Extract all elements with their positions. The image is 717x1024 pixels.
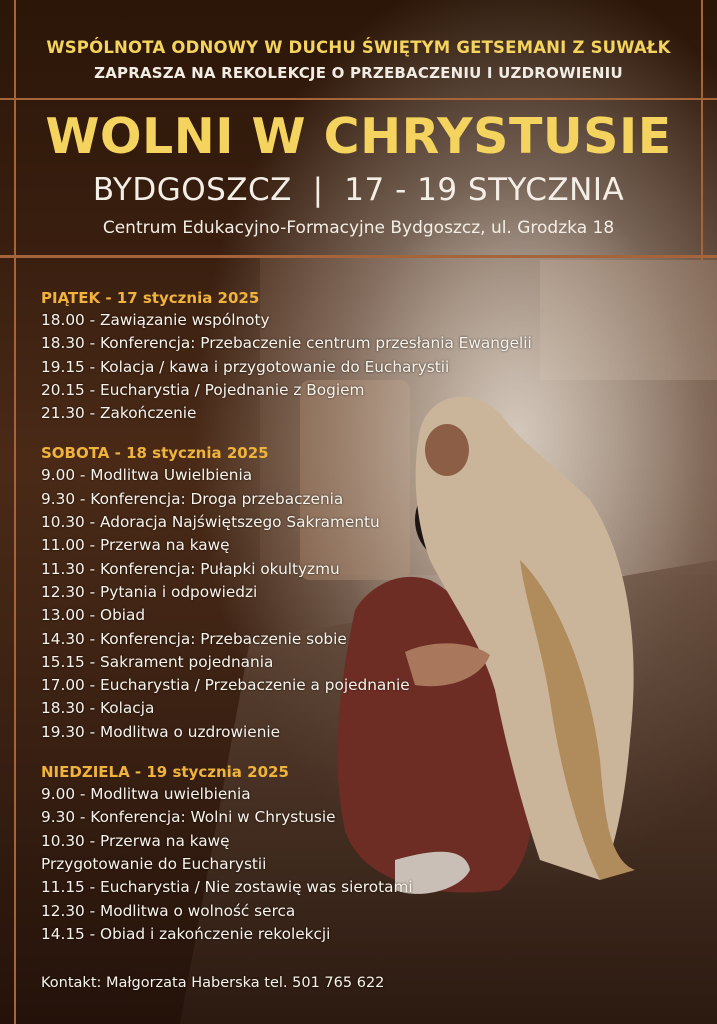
schedule-item: 15.15 - Sakrament pojednania [41, 652, 274, 671]
schedule-item: 11.15 - Eucharystia / Nie zostawię was sierotami [41, 878, 413, 897]
schedule-item: 18.30 - Konferencja: Przebaczenie centrum przesłania Ewangelii [41, 334, 532, 353]
schedule-item: 20.15 - Eucharystia / Pojednanie z Bogiem [41, 380, 365, 399]
day-friday [41, 287, 601, 425]
day-saturday [41, 442, 601, 744]
schedule-item: 9.00 - Modlitwa Uwielbienia [41, 466, 253, 485]
schedule-item: 9.30 - Konferencja: Droga przebaczenia [41, 489, 344, 508]
schedule-item: 19.15 - Kolacja / kawa i przygotowanie do Eucharystii [41, 357, 450, 376]
schedule-item: 10.30 - Adoracja Najświętszego Sakramentu [41, 513, 380, 532]
schedule-item: 18.00 - Zawiązanie wspólnoty [41, 311, 270, 329]
contact-info: Kontakt: Małgorzata Haberska tel. 501 765 622 [41, 975, 385, 991]
organizer-line: WSPÓLNOTA ODNOWY W DUCHU ŚWIĘTYM GETSEMANI Z SUWAŁK [46, 38, 671, 57]
schedule-item: 13.00 - Obiad [41, 606, 146, 625]
schedule-item: 12.30 - Modlitwa o wolność serca [41, 901, 296, 920]
event-title: WOLNI W CHRYSTUSIE [45, 108, 672, 165]
schedule-item: 11.30 - Konferencja: Pułapki okultyzmu [41, 559, 340, 578]
schedule-item: 14.30 - Konferencja: Przebaczenie sobie [41, 629, 347, 648]
schedule [41, 287, 601, 963]
day-sunday [41, 761, 601, 946]
day-heading: SOBOTA - 18 stycznia 2025 [41, 444, 269, 463]
schedule-item: 19.30 - Modlitwa o uzdrowienie [41, 722, 281, 741]
day-heading: NIEDZIELA - 19 stycznia 2025 [41, 763, 289, 782]
schedule-item: 10.30 - Przerwa na kawę [41, 831, 230, 850]
schedule-item: 11.00 - Przerwa na kawę [41, 536, 230, 555]
city-dates: BYDGOSZCZ | 17 - 19 STYCZNIA [92, 172, 625, 208]
schedule-item: 14.15 - Obiad i zakończenie rekolekcji [41, 924, 331, 943]
invitation-line: ZAPRASZA NA REKOLEKCJE O PRZEBACZENIU I UZDROWIENIU [94, 64, 623, 82]
schedule-item: 9.00 - Modlitwa uwielbienia [41, 785, 251, 804]
day-heading: PIĄTEK - 17 stycznia 2025 [41, 289, 260, 307]
top-divider [0, 98, 717, 100]
venue-address: Centrum Edukacyjno-Formacyjne Bydgoszcz, ul. Grodzka 18 [102, 218, 615, 238]
schedule-item: 17.00 - Eucharystia / Przebaczenie a pojednanie [41, 676, 410, 695]
schedule-item: 9.30 - Konferencja: Wolni w Chrystusie [41, 808, 336, 827]
schedule-item: 12.30 - Pytania i odpowiedzi [41, 582, 258, 601]
middle-divider [0, 255, 717, 258]
schedule-item: 18.30 - Kolacja [41, 699, 155, 718]
schedule-item: Przygotowanie do Eucharystii [41, 854, 267, 873]
schedule-item: 21.30 - Zakończenie [41, 404, 197, 423]
